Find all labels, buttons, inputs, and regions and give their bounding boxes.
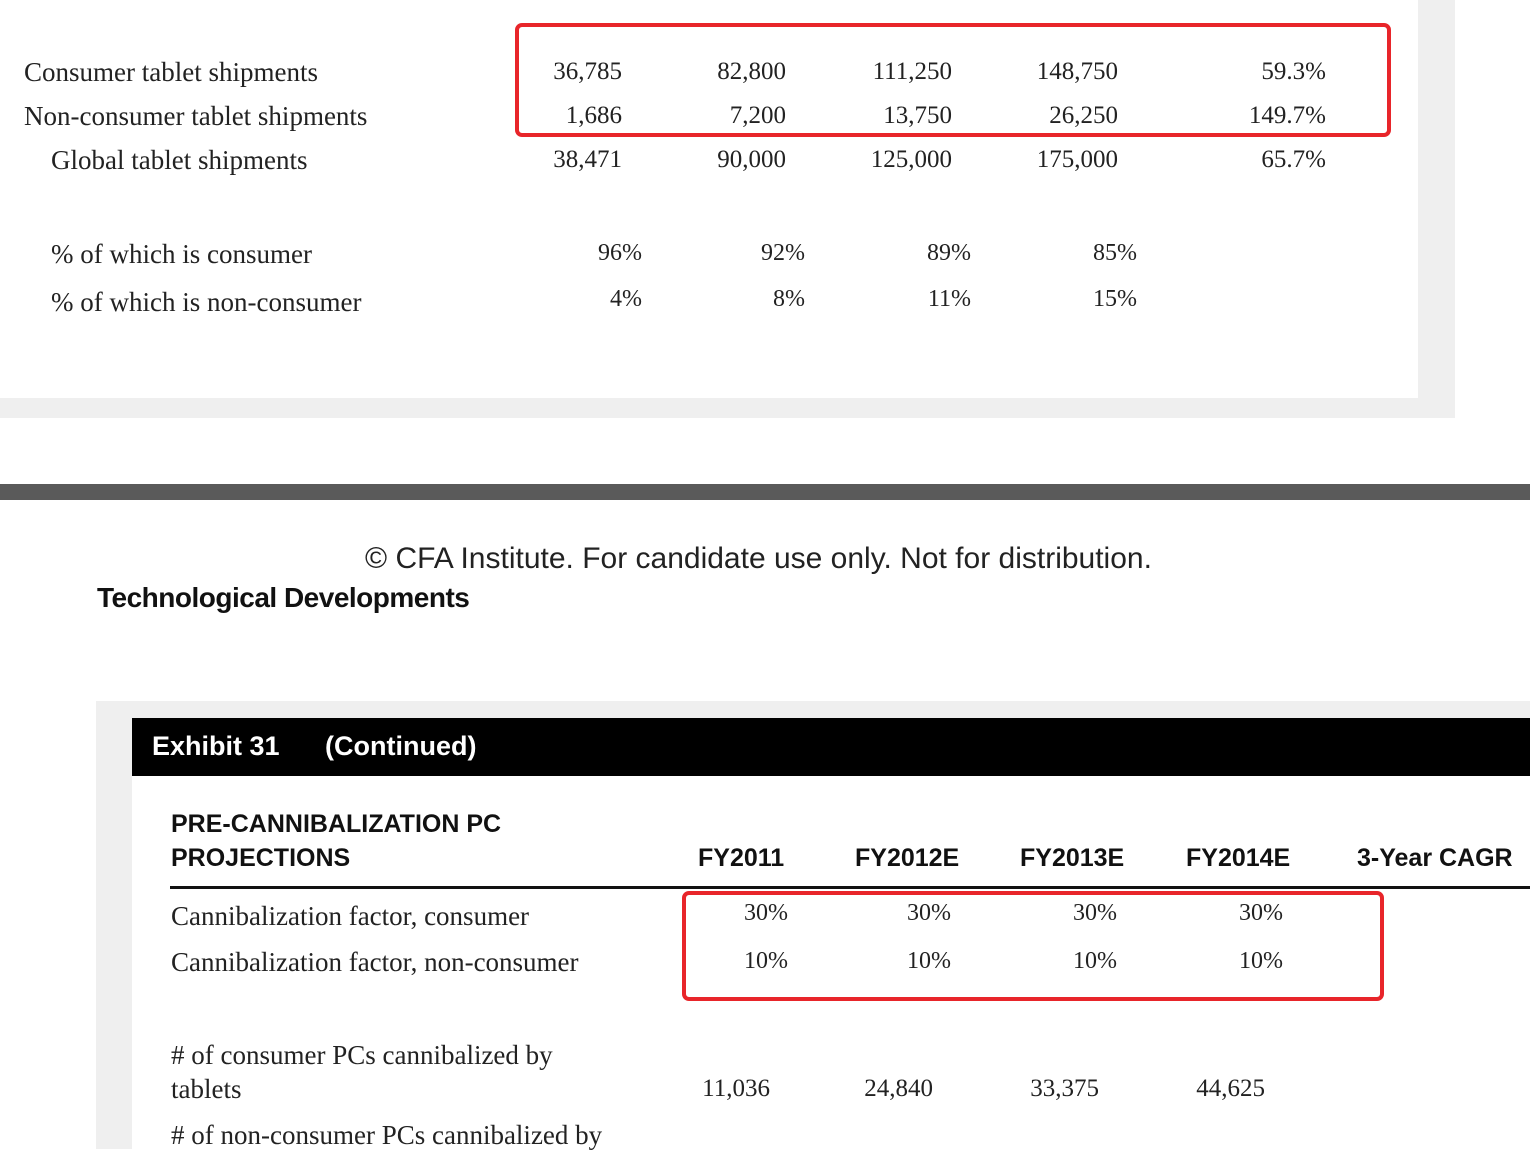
column-header-fy2013e: FY2013E [1020,844,1125,872]
copyright-notice: © CFA Institute. For candidate use only. Not for distribution. [365,542,1152,575]
highlight-box-tablet-shipments [515,23,1391,137]
cell: 15% [1093,286,1137,312]
cell: 10% [1239,948,1283,974]
column-header-cagr: 3-Year CAGR [1357,844,1513,872]
cell: 4% [610,286,642,312]
cell: 13,750 [883,102,952,129]
exhibit-subtitle: (Continued) [325,731,477,761]
cell: 89% [927,240,971,266]
cell: 30% [907,900,951,926]
cell: 85% [1093,240,1137,266]
column-header-fy2014e: FY2014E [1186,844,1291,872]
cell: 10% [907,948,951,974]
cell: 10% [1073,948,1117,974]
row-label-pct-consumer: % of which is consumer [51,239,312,269]
cell: 7,200 [729,102,786,129]
row-label-factor-consumer: Cannibalization factor, consumer [171,901,530,931]
cell: 30% [1239,900,1283,926]
cell: 30% [1073,900,1117,926]
cell: 82,800 [717,58,786,85]
cell: 44,625 [1196,1075,1265,1102]
cell: 92% [761,240,805,266]
exhibit-number: Exhibit 31 [152,731,280,761]
cell: 96% [598,240,642,266]
column-header-fy2012e: FY2012E [855,844,960,872]
cell: 111,250 [872,58,952,85]
cell: 8% [773,286,805,312]
exhibit-header [132,718,1530,776]
row-label-nonconsumer-tablets: Non-consumer tablet shipments [24,101,368,131]
cell: 24,840 [864,1075,933,1102]
cell: 26,250 [1049,102,1118,129]
cell: 30% [744,900,788,926]
highlight-box-cannibalization-factors [682,891,1384,1001]
cell: 175,000 [1036,146,1118,173]
cell: 11% [927,286,971,312]
row-label-factor-nonconsumer: Cannibalization factor, non-consumer [171,947,579,977]
cagr-cell: 65.7% [1261,146,1326,173]
row-label-consumer-pcs-line1: # of consumer PCs cannibalized by [171,1040,553,1070]
cell: 1,686 [565,102,622,129]
page-divider [0,484,1530,500]
cell: 38,471 [553,146,622,173]
section-title: Technological Developments [97,582,470,613]
cell: 148,750 [1036,58,1118,85]
row-label-nonconsumer-pcs-line1: # of non-consumer PCs cannibalized by [171,1120,603,1150]
row-label-pct-nonconsumer: % of which is non-consumer [51,287,362,317]
row-label-consumer-pcs-line2: tablets [171,1074,242,1104]
cagr-cell: 59.3% [1261,58,1326,85]
cell: 10% [744,948,788,974]
cell: 90,000 [717,146,786,173]
header-rule [170,886,1530,889]
cagr-cell: 149.7% [1248,102,1326,129]
section-header-line2: PROJECTIONS [171,844,351,872]
row-label-global-tablets: Global tablet shipments [51,145,308,175]
cell: 33,375 [1030,1075,1099,1102]
row-label-consumer-tablets: Consumer tablet shipments [24,57,318,87]
cell: 36,785 [553,58,622,85]
section-header-line1: PRE-CANNIBALIZATION PC [171,810,502,838]
cell: 11,036 [702,1075,770,1102]
cell: 125,000 [870,146,952,173]
column-header-fy2011: FY2011 [698,844,785,872]
